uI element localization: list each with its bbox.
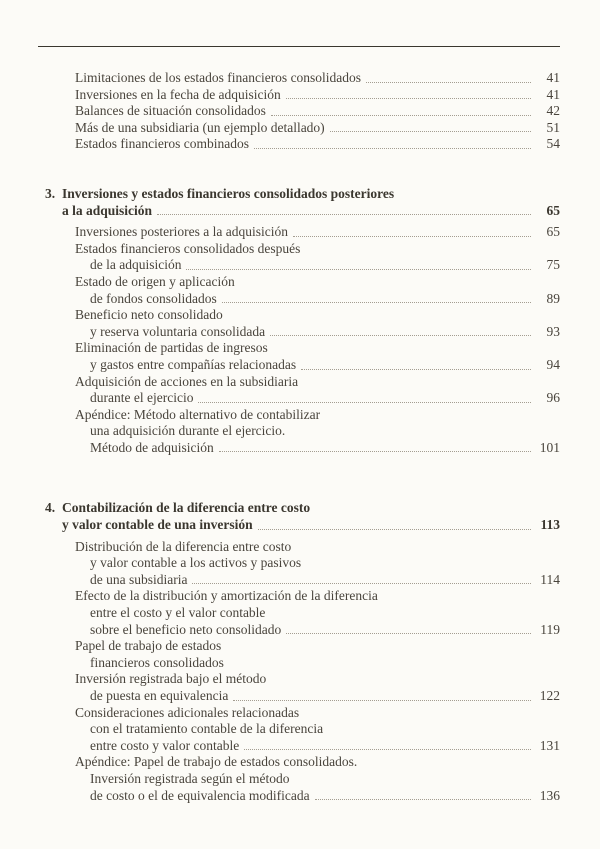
- dotted-leader: [192, 583, 531, 584]
- toc-line: [38, 374, 560, 391]
- dotted-leader: [254, 148, 531, 149]
- section-number: 3.: [45, 185, 56, 201]
- entry-text: Más de una subsidiaria (un ejemplo detallado): [75, 119, 325, 135]
- page-number: 54: [546, 136, 560, 152]
- entry-text: y valor contable a los activos y pasivos: [90, 555, 302, 571]
- entry-text: Apéndice: Papel de trabajo de estados consolidados.: [75, 754, 358, 770]
- entry-text: entre costo y valor contable: [90, 737, 240, 753]
- section-header: [38, 186, 560, 219]
- toc-line: [38, 771, 560, 788]
- entry-text: y reserva voluntaria consolidada: [90, 323, 266, 339]
- toc-section-3: [38, 186, 560, 457]
- entry-text: Beneficio neto consolidado: [75, 307, 223, 323]
- entry-text: Inversión registrada según el método: [90, 770, 290, 786]
- entry-text: Balances de situación consolidados: [75, 103, 266, 119]
- toc-line: [38, 539, 560, 556]
- toc-line: [38, 517, 560, 534]
- header-rule: [38, 46, 560, 47]
- entry-text: Estados financieros combinados: [75, 136, 249, 152]
- entry-text: sobre el beneficio neto consolidado: [90, 621, 282, 637]
- toc-line: [38, 671, 560, 688]
- section-number: 4.: [45, 500, 56, 516]
- entry-text: una adquisición durante el ejercicio.: [90, 423, 286, 439]
- entry-text: Papel de trabajo de estados: [75, 638, 222, 654]
- entry-text: Eliminación de partidas de ingresos: [75, 340, 268, 356]
- entry-text: a la adquisición: [62, 202, 153, 218]
- toc-line: [38, 440, 560, 457]
- toc-line: [38, 705, 560, 722]
- toc-line: [38, 788, 560, 805]
- toc-line: [38, 738, 560, 755]
- entry-text: Método de adquisición: [90, 439, 214, 455]
- dotted-leader: [198, 402, 531, 403]
- dotted-leader: [286, 633, 531, 634]
- page-number: 113: [540, 517, 560, 533]
- toc-line: [38, 407, 560, 424]
- dotted-leader: [286, 98, 531, 99]
- toc-line: [38, 622, 560, 639]
- page-number: 94: [546, 356, 560, 372]
- entry-text: Efecto de la distribución y amortización de la diferencia: [75, 588, 378, 604]
- dotted-leader: [270, 335, 531, 336]
- toc-line: [38, 655, 560, 672]
- entry-text: de costo o el de equivalencia modificada: [90, 787, 310, 803]
- page-number: 96: [546, 390, 560, 406]
- toc-line: [38, 390, 560, 407]
- toc-line: [38, 291, 560, 308]
- entry-text: de fondos consolidados: [90, 290, 217, 306]
- toc-line: [38, 588, 560, 605]
- toc-line: [38, 555, 560, 572]
- page-number: 42: [546, 103, 560, 119]
- entry-text: Inversiones y estados financieros consolidados posteriores: [62, 185, 395, 201]
- entry-text: Consideraciones adicionales relacionadas: [75, 704, 300, 720]
- page-number: 65: [546, 202, 560, 218]
- entry-text: Contabilización de la diferencia entre costo: [62, 500, 311, 516]
- toc-line: [38, 203, 560, 220]
- toc-section-4: [38, 500, 560, 804]
- section-entries: [38, 539, 560, 805]
- table-of-contents: [38, 70, 560, 804]
- toc-line: [38, 186, 560, 203]
- page-number: 65: [546, 224, 560, 240]
- dotted-leader: [186, 269, 531, 270]
- page-number: 114: [540, 571, 560, 587]
- toc-line: [38, 638, 560, 655]
- section-header: [38, 500, 560, 533]
- toc-line: [38, 224, 560, 241]
- toc-line: [38, 70, 560, 87]
- entry-text: Distribución de la diferencia entre costo: [75, 538, 292, 554]
- dotted-leader: [244, 749, 531, 750]
- page-content: [0, 46, 600, 804]
- toc-line: [38, 688, 560, 705]
- dotted-leader: [330, 131, 531, 132]
- toc-line: [38, 274, 560, 291]
- toc-group: [38, 70, 560, 153]
- toc-line: [38, 357, 560, 374]
- dotted-leader: [157, 214, 531, 215]
- toc-line: [38, 257, 560, 274]
- entry-text: Inversiones en la fecha de adquisición: [75, 86, 281, 102]
- page-number: 101: [539, 439, 560, 455]
- entry-text: Estado de origen y aplicación: [75, 273, 235, 289]
- page-number: 93: [546, 323, 560, 339]
- entry-text: financieros consolidados: [90, 654, 224, 670]
- dotted-leader: [219, 451, 531, 452]
- page-number: 89: [546, 290, 560, 306]
- entry-text: Estados financieros consolidados después: [75, 240, 301, 256]
- entry-text: de una subsidiaria: [90, 571, 188, 587]
- toc-line: [38, 572, 560, 589]
- toc-line: [38, 241, 560, 258]
- entry-text: Apéndice: Método alternativo de contabilizar: [75, 406, 321, 422]
- toc-line: [38, 307, 560, 324]
- page-number: 131: [539, 737, 560, 753]
- page-number: 75: [546, 257, 560, 273]
- entry-text: durante el ejercicio: [90, 390, 194, 406]
- entry-text: y gastos entre compañías relacionadas: [90, 356, 297, 372]
- toc-line: [38, 340, 560, 357]
- page-number: 122: [539, 688, 560, 703]
- entry-text: de la adquisición: [90, 257, 182, 273]
- toc-line: [38, 103, 560, 120]
- dotted-leader: [233, 700, 531, 701]
- toc-line: [38, 605, 560, 622]
- toc-line: [38, 721, 560, 738]
- entry-text: con el tratamiento contable de la diferencia: [90, 721, 324, 737]
- section-entries: [38, 224, 560, 456]
- dotted-leader: [315, 799, 531, 800]
- section-entries: [38, 70, 560, 153]
- dotted-leader: [301, 369, 531, 370]
- toc-line: [38, 324, 560, 341]
- entry-text: Inversión registrada bajo el método: [75, 671, 267, 687]
- entry-text: de puesta en equivalencia: [90, 688, 229, 703]
- toc-line: [38, 423, 560, 440]
- page-number: 51: [546, 119, 560, 135]
- entry-text: Inversiones posteriores a la adquisición: [75, 224, 288, 240]
- dotted-leader: [293, 236, 531, 237]
- dotted-leader: [222, 302, 531, 303]
- page-number: 41: [546, 86, 560, 102]
- dotted-leader: [258, 529, 531, 530]
- toc-line: [38, 87, 560, 104]
- toc-line: [38, 500, 560, 517]
- page-number: 119: [540, 621, 560, 637]
- page-number: 136: [539, 787, 560, 803]
- toc-line: [38, 120, 560, 137]
- entry-text: y valor contable de una inversión: [62, 517, 253, 533]
- dotted-leader: [366, 82, 531, 83]
- entry-text: Adquisición de acciones en la subsidiaria: [75, 373, 299, 389]
- entry-text: entre el costo y el valor contable: [90, 605, 266, 621]
- toc-line: [38, 136, 560, 153]
- entry-text: Limitaciones de los estados financieros consolidados: [75, 70, 362, 85]
- page-number: 41: [546, 70, 560, 85]
- dotted-leader: [271, 115, 531, 116]
- toc-line: [38, 754, 560, 771]
